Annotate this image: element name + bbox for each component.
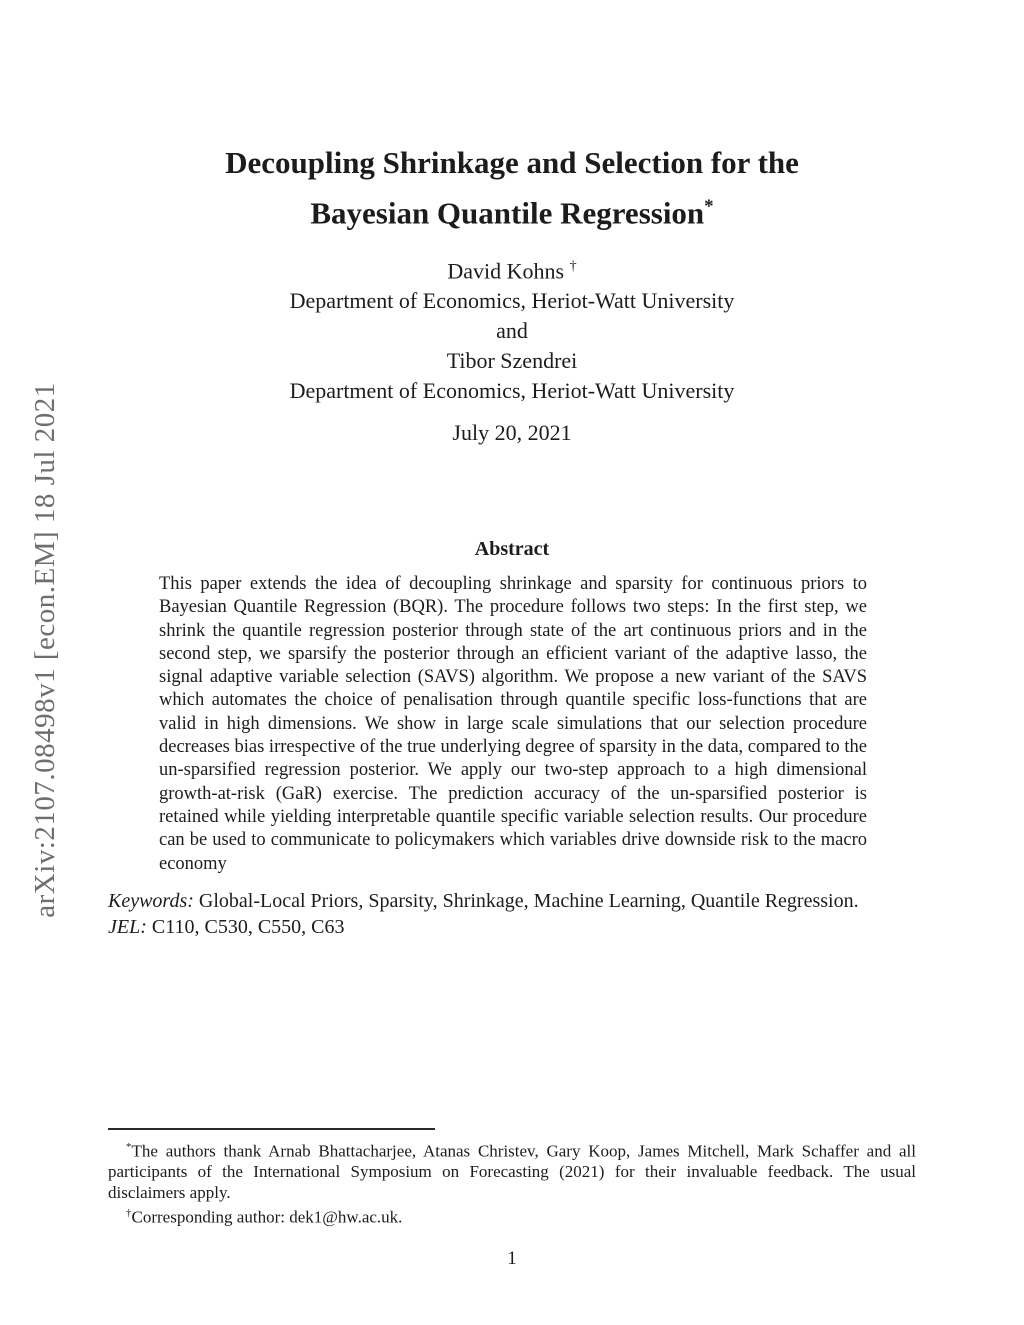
author1-affiliation: Department of Economics, Heriot-Watt University (289, 288, 735, 314)
author2-affiliation: Department of Economics, Heriot-Watt University (289, 378, 735, 404)
keywords-line (108, 888, 916, 914)
footnote-thanks-marker: * (126, 1141, 132, 1153)
footnote-rule-divider (108, 1128, 435, 1130)
footnote-thanks-text: The authors thank Arnab Bhattacharjee, Atanas Christev, Gary Koop, James Mitchell, Mark Schaffer and all participants of the International Symposium on Forecasting (2021) for their invaluable feedback. The usual disclaimers apply. (108, 1141, 916, 1202)
footnote-corresponding-text: Corresponding author: dek1@hw.ac.uk. (131, 1207, 403, 1227)
author1-name: David Kohns (447, 258, 570, 284)
jel-label: JEL: (108, 916, 147, 938)
footnote-block (108, 1128, 916, 1228)
author1-corresponding-marker: † (569, 259, 577, 274)
footnote-corresponding-marker: † (126, 1207, 132, 1220)
jel-line (108, 914, 916, 940)
keywords-jel-block (108, 888, 916, 940)
page-number: 1 (507, 1248, 517, 1269)
keywords-label: Keywords: (108, 890, 194, 912)
paper-title-line1: Decoupling Shrinkage and Selection for the (225, 145, 799, 180)
footnote-corresponding (108, 1203, 916, 1228)
keywords-text: Global-Local Priors, Sparsity, Shrinkage, Machine Learning, Quantile Regression. (193, 890, 859, 912)
author-conjunction: and (496, 318, 528, 344)
publication-date: July 20, 2021 (452, 420, 572, 445)
paper-title-line2: Bayesian Quantile Regression (310, 195, 705, 231)
title-footnote-marker: * (704, 196, 714, 217)
author-block (0, 252, 1024, 406)
arxiv-identifier-stamp: arXiv:2107.08498v1 [econ.EM] 18 Jul 2021 (29, 382, 61, 918)
footnote-thanks (108, 1137, 916, 1203)
paper-title (0, 141, 1024, 235)
author2-name: Tibor Szendrei (446, 348, 578, 374)
jel-text: C110, C530, C550, C63 (146, 916, 345, 938)
abstract-text: This paper extends the idea of decoupling shrinkage and sparsity for continuous priors to Bayesian Quantile Regression (BQR). The procedure follows two steps: In the first step, we shrink the quantile regression posterior through state of the art continuous priors and in the second step, we sparsify the posterior through an efficient variant of the adaptive lasso, the signal adaptive variable selection (SAVS) algorithm. We propose a new variant of the SAVS which automates the choice of penalisation through quantile specific loss-functions that are valid in high dimensions. We show in large scale simulations that our selection procedure decreases bias irrespective of the true underlying degree of sparsity in the data, compared to the un-sparsified regression posterior. We apply our two-step approach to a high dimensional growth-at-risk (GaR) exercise. The prediction accuracy of the un-sparsified posterior is retained while yielding interpretable quantile specific variable selection results. Our procedure can be used to communicate to policymakers which variables drive downside risk to the macro economy (159, 574, 867, 874)
abstract-heading: Abstract (474, 538, 550, 560)
